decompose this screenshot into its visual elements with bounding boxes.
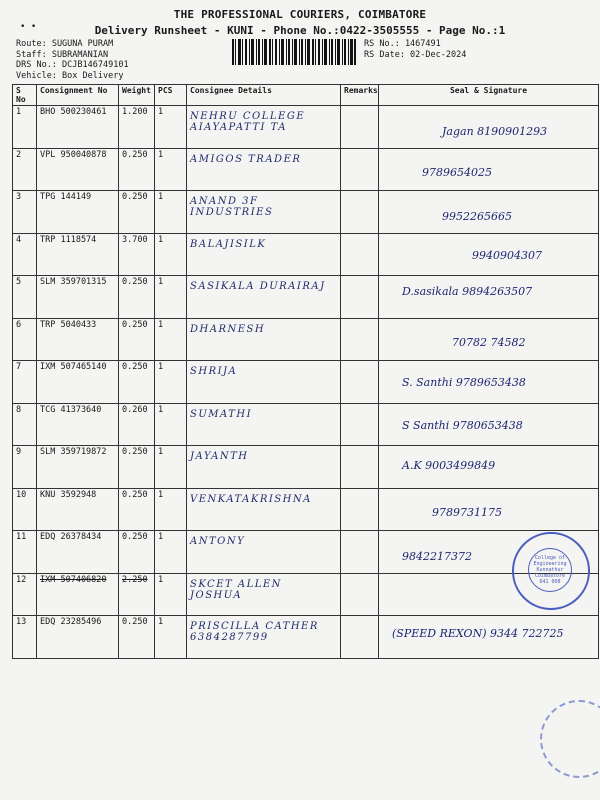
- consignee-handwriting: ANTONY: [190, 536, 246, 547]
- faded-stamp: [540, 700, 600, 778]
- cell-pcs: 1: [155, 191, 187, 234]
- cell-signature: [379, 148, 599, 191]
- cell-consignee: [187, 361, 341, 404]
- consignee-handwriting: VENKATAKRISHNA: [190, 493, 312, 505]
- cell-signature: [379, 488, 599, 531]
- meta-left: [16, 39, 129, 81]
- cell-remarks: [341, 191, 379, 234]
- cell-consignee: [187, 233, 341, 276]
- cell-consignment: [37, 573, 119, 616]
- college-stamp: [512, 532, 590, 610]
- cell-consignee: [187, 148, 341, 191]
- cell-remarks: [341, 573, 379, 616]
- cell-consignment: IXM 507465140: [37, 361, 119, 404]
- consignee-handwriting: AMIGOS TRADER: [190, 153, 302, 165]
- cell-weight: 0.250: [119, 361, 155, 404]
- signature-handwriting: 9952265665: [442, 210, 512, 223]
- col-pcs: PCS: [155, 85, 187, 106]
- barcode-icon: [232, 39, 356, 65]
- col-consignee: Consignee Details: [187, 85, 341, 106]
- cell-remarks: [341, 616, 379, 659]
- drs-number: DRS No.: DCJB146749101: [16, 60, 129, 70]
- cell-weight: 0.250: [119, 318, 155, 361]
- table-header-row: [13, 85, 599, 106]
- table-row: [13, 191, 599, 234]
- col-seal: Seal & Signature: [379, 85, 599, 106]
- cell-weight: 0.250: [119, 616, 155, 659]
- cell-consignee: [187, 318, 341, 361]
- cell-pcs: 1: [155, 276, 187, 319]
- cell-consignment: TRP 5040433: [37, 318, 119, 361]
- cell-pcs: 1: [155, 446, 187, 489]
- cell-remarks: [341, 318, 379, 361]
- cell-weight: [119, 573, 155, 616]
- cell-weight: 0.250: [119, 191, 155, 234]
- col-remarks: Remarks: [341, 85, 379, 106]
- col-consignment: Consignment No: [37, 85, 119, 106]
- cell-consignee: [187, 191, 341, 234]
- cell-weight: 0.250: [119, 531, 155, 574]
- stamp-text: College of Engineering Kunnathur Coimbatore 641 008: [533, 555, 567, 585]
- cell-remarks: [341, 531, 379, 574]
- cell-consignment: EDQ 23285496: [37, 616, 119, 659]
- consignment-struck: IXM 507406820: [40, 574, 107, 585]
- cell-consignment: KNU 3592948: [37, 488, 119, 531]
- runsheet-subtitle: Delivery Runsheet - KUNI - Phone No.:0422-3505555 - Page No.:1: [94, 24, 506, 37]
- cell-sno: 5: [13, 276, 37, 319]
- cell-pcs: 1: [155, 403, 187, 446]
- table-row: [13, 573, 599, 616]
- cell-consignee: [187, 106, 341, 149]
- consignee-handwriting: SKCET ALLEN JOSHUA: [190, 578, 282, 601]
- cell-signature: [379, 446, 599, 489]
- table-row: [13, 106, 599, 149]
- signature-handwriting: (SPEED REXON) 9344 722725: [392, 627, 564, 640]
- cell-weight: 3.700: [119, 233, 155, 276]
- stamp-inner: [528, 548, 572, 592]
- cell-pcs: 1: [155, 318, 187, 361]
- signature-handwriting: 9789731175: [432, 505, 502, 519]
- rs-date: RS Date: 02-Dec-2024: [364, 49, 467, 60]
- signature-handwriting: 9789654025: [422, 165, 492, 179]
- col-sno: S No: [13, 85, 37, 106]
- table-row: [13, 318, 599, 361]
- cell-sno: 8: [13, 403, 37, 446]
- cell-consignment: TCG 41373640: [37, 403, 119, 446]
- cell-consignment: SLM 359701315: [37, 276, 119, 319]
- cell-remarks: [341, 276, 379, 319]
- cell-pcs: 1: [155, 106, 187, 149]
- table-row: [13, 446, 599, 489]
- cell-remarks: [341, 361, 379, 404]
- cell-weight: 0.260: [119, 403, 155, 446]
- cell-weight: 0.250: [119, 488, 155, 531]
- signature-handwriting: A.K 9003499849: [402, 459, 496, 472]
- cell-sno: 9: [13, 446, 37, 489]
- cell-pcs: 1: [155, 233, 187, 276]
- consignee-handwriting: PRISCILLA CATHER 6384287799: [190, 621, 319, 643]
- cell-consignment: BHO 500230461: [37, 106, 119, 149]
- cell-pcs: 1: [155, 573, 187, 616]
- cell-sno: 12: [13, 573, 37, 616]
- consignee-handwriting: JAYANTH: [190, 451, 249, 462]
- consignee-handwriting: BALAJISILK: [190, 238, 267, 250]
- signature-handwriting: S Santhi 9780653438: [402, 418, 523, 432]
- cell-sno: 1: [13, 106, 37, 149]
- meta-right: [364, 39, 466, 60]
- runsheet-table: [12, 84, 599, 659]
- cell-consignment: SLM 359719872: [37, 446, 119, 489]
- cell-consignee: [187, 616, 341, 659]
- signature-handwriting: 70782 74582: [452, 335, 526, 349]
- cell-sno: 10: [13, 488, 37, 531]
- cell-weight: 0.250: [119, 446, 155, 489]
- cell-sno: 13: [13, 616, 37, 659]
- signature-handwriting: 9842217372: [402, 550, 472, 563]
- vehicle-label: Vehicle: Box Delivery: [16, 70, 124, 81]
- cell-pcs: 1: [155, 148, 187, 191]
- table-body: [13, 106, 599, 659]
- cell-signature: [379, 403, 599, 446]
- staff-label: Staff: SUBRAMANIAN: [16, 49, 109, 60]
- cell-consignee: [187, 488, 341, 531]
- route-label: Route: SUGUNA PURAM: [16, 39, 114, 49]
- cell-consignee: [187, 446, 341, 489]
- cell-sno: 7: [13, 361, 37, 404]
- consignee-handwriting: SUMATHI: [190, 408, 253, 420]
- table-row: [13, 488, 599, 531]
- cell-signature: [379, 233, 599, 276]
- table-row: [13, 531, 599, 574]
- cell-signature: [379, 106, 599, 149]
- consignee-handwriting: SHRIJA: [190, 366, 238, 377]
- header-dots: • •: [20, 22, 37, 32]
- cell-signature: [379, 191, 599, 234]
- cell-consignment: TRP 1118574: [37, 233, 119, 276]
- consignee-handwriting: DHARNESH: [190, 323, 266, 335]
- cell-weight: 0.250: [119, 148, 155, 191]
- cell-remarks: [341, 106, 379, 149]
- consignee-handwriting: ANAND 3F INDUSTRIES: [190, 196, 274, 218]
- company-title: THE PROFESSIONAL COURIERS, COIMBATORE: [173, 8, 427, 21]
- cell-remarks: [341, 403, 379, 446]
- cell-pcs: 1: [155, 488, 187, 531]
- cell-pcs: 1: [155, 531, 187, 574]
- cell-remarks: [341, 488, 379, 531]
- cell-weight: 1.200: [119, 106, 155, 149]
- table-row: [13, 276, 599, 319]
- cell-sno: 3: [13, 191, 37, 234]
- table-row: [13, 403, 599, 446]
- table-row: [13, 361, 599, 404]
- cell-sno: 11: [13, 531, 37, 574]
- cell-consignee: [187, 276, 341, 319]
- cell-remarks: [341, 148, 379, 191]
- cell-signature: [379, 276, 599, 319]
- cell-consignment: VPL 950040878: [37, 148, 119, 191]
- cell-sno: 2: [13, 148, 37, 191]
- cell-consignee: [187, 403, 341, 446]
- consignee-handwriting: SASIKALA DURAIRAJ: [190, 281, 326, 292]
- rs-number: RS No.: 1467491: [364, 39, 441, 49]
- cell-signature: [379, 318, 599, 361]
- table-row: [13, 233, 599, 276]
- signature-handwriting: Jagan 8190901293: [442, 125, 548, 138]
- cell-remarks: [341, 233, 379, 276]
- signature-handwriting: D.sasikala 9894263507: [402, 285, 533, 298]
- cell-weight: 0.250: [119, 276, 155, 319]
- cell-consignee: [187, 573, 341, 616]
- cell-signature: [379, 616, 599, 659]
- cell-signature: [379, 361, 599, 404]
- cell-sno: 4: [13, 233, 37, 276]
- signature-handwriting: S. Santhi 9789653438: [402, 376, 526, 389]
- cell-consignee: [187, 531, 341, 574]
- signature-handwriting: 9940904307: [472, 248, 542, 262]
- table-row: [13, 616, 599, 659]
- table-row: [13, 148, 599, 191]
- weight-struck: 2.250: [122, 574, 148, 585]
- cell-sno: 6: [13, 318, 37, 361]
- cell-remarks: [341, 446, 379, 489]
- cell-pcs: 1: [155, 361, 187, 404]
- consignee-handwriting: NEHRU COLLEGE AIAYAPATTI TA: [190, 111, 306, 133]
- cell-consignment: EDQ 26378434: [37, 531, 119, 574]
- cell-consignment: TPG 144149: [37, 191, 119, 234]
- cell-pcs: 1: [155, 616, 187, 659]
- col-weight: Weight: [119, 85, 155, 106]
